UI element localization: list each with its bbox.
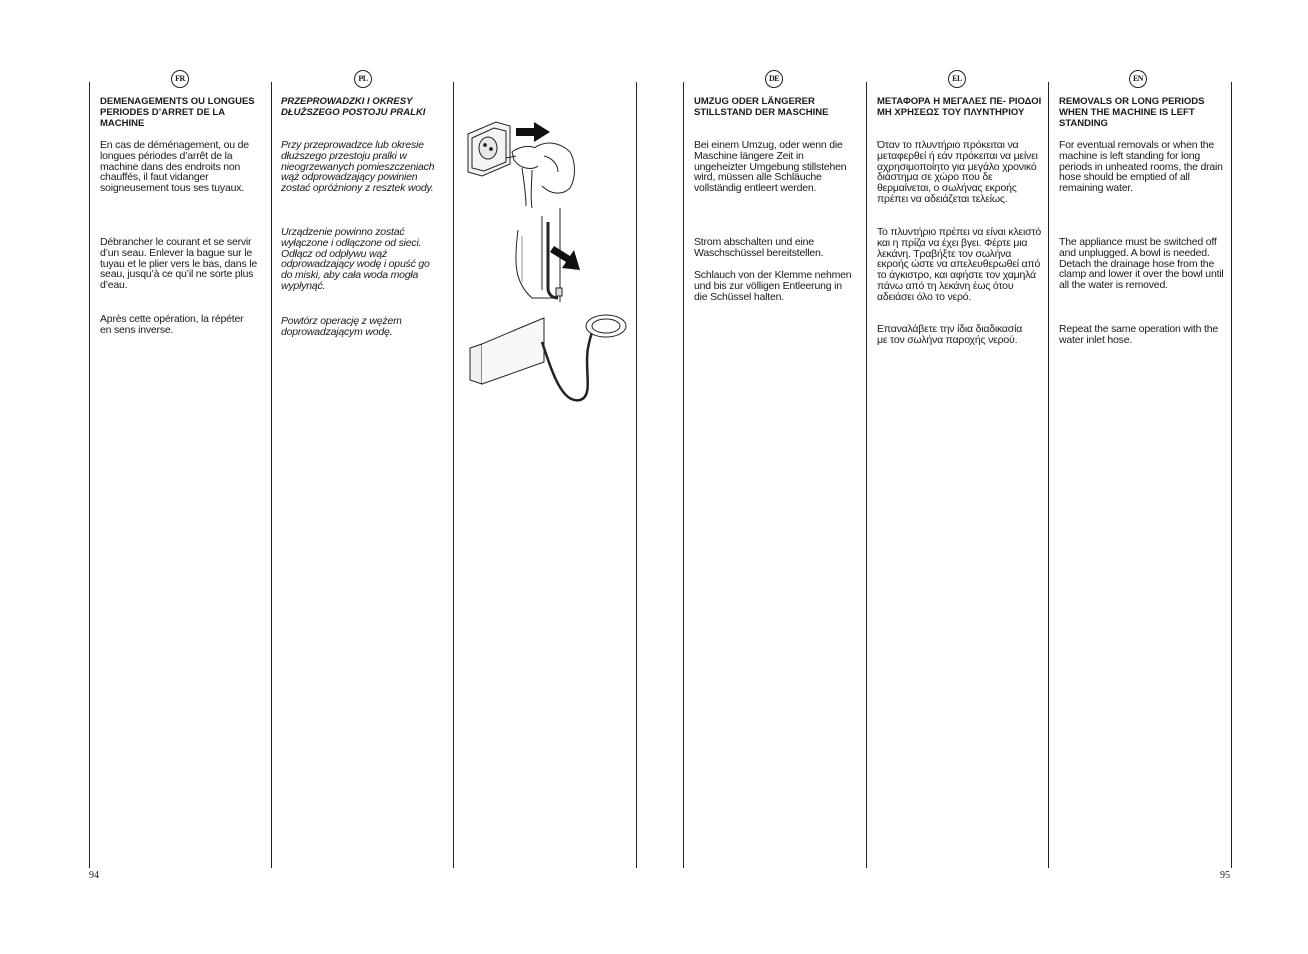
page-number-right: 95 (1220, 870, 1230, 881)
language-badge-de: DE (765, 70, 783, 88)
paragraph-de-3: Schlauch von der Klemme nehmen und bis zur völligen Entleerung in die Schüssel halten. (694, 269, 852, 303)
paragraph-el-3: Επαναλάβετε την ίδια διαδικασία με τον σωλήνα παροχής νερού. (877, 323, 1023, 346)
paragraph-pl-1: Przy przeprowadzce lub okresie dłuższego przestoju pralki w nieogrzewanych pomieszczeniach wąż odprowadzający powinien zostać opróżniony z resztek wody. (281, 139, 435, 195)
language-badge-pl: PL (354, 70, 372, 88)
pull-arrow-icon (516, 122, 550, 142)
column-divider-fr-pl (271, 82, 272, 868)
paragraph-en-1: For eventual removals or when the machine is left standing for long periods in unheated rooms, the drain hose should be emptied of all remaining water. (1059, 139, 1223, 195)
column-divider-pl-illus (453, 82, 454, 868)
paragraph-en-3: Repeat the same operation with the water inlet hose. (1059, 323, 1218, 346)
section-title-el: ΜΕΤΑΦΟΡΑ Η ΜΕΓΑΛΕΣ ΠΕ- ΡΙΟΔΟΙ ΜΗ ΧΡΗΣΕΩΣ ΤΟΥ ΠΛΥΝΤΗΡΙΟΥ (877, 96, 1042, 118)
right-page-left-rule (683, 82, 684, 868)
column-divider-de-el (866, 82, 867, 868)
paragraph-el-2: Το πλυντήριο πρέπει να είναι κλειστό και η πρίζα να έχει βγει. Φέρτε μια λεκάνη. Τραβήξτε τον σωλήνα εκροής ώστε να απελευθερωθεί από το άγκιστρο, και αφήστε τον χαμηλά πάνω από τη λεκάνη έως ότου αδειάσει όλο το νερό. (877, 226, 1041, 303)
section-title-en: REMOVALS OR LONG PERIODS WHEN THE MACHINE IS LEFT STANDING (1059, 96, 1205, 129)
column-divider-el-en (1048, 82, 1049, 868)
unplug-and-drain-illustration (462, 112, 634, 416)
paragraph-en-2: The appliance must be switched off and unplugged. A bowl is needed. Detach the drainage hose from the clamp and lower it over the bowl until all the water is removed. (1059, 236, 1224, 292)
paragraph-pl-2: Urządzenie powinno zostać wyłączone i odłączone od sieci. Odłącz od odpływu wąż odprowadzający wodę i opuść go do miski, aby cała woda mogła wypłynąć. (281, 226, 430, 292)
lower-hose-arrow-icon (550, 246, 580, 270)
left-page-margin-rule (89, 82, 90, 868)
language-badge-en: EN (1129, 70, 1147, 88)
paragraph-fr-3: Après cette opération, la répéter en sens inverse. (100, 313, 244, 336)
section-title-de: UMZUG ODER LÄNGERER STILLSTAND DER MASCHINE (694, 96, 829, 118)
language-badge-fr: FR (171, 70, 189, 88)
language-badge-el: EL (948, 70, 966, 88)
paragraph-de-2: Strom abschalten und eine Waschschüssel bereitstellen. (694, 236, 824, 259)
page-number-left: 94 (89, 870, 99, 881)
paragraph-de-1: Bei einem Umzug, oder wenn die Maschine längere Zeit in ungeheizter Umgebung stillstehen wird, müssen alle Schläuche vollständig entleert werden. (694, 139, 847, 195)
paragraph-fr-1: En cas de déménagement, ou de longues périodes d’arrêt de la machine dans des endroits non chauffés, il faut vidanger soigneusement tous ses tuyaux. (100, 139, 249, 195)
paragraph-fr-2: Débrancher le courant et se servir d’un seau. Enlever la bague sur le tuyau et le plier vers le bas, dans le seau, jusqu’à ce qu’il ne sorte plus d’eau. (100, 236, 257, 292)
right-page-margin-rule (1231, 82, 1232, 868)
paragraph-pl-3: Powtórz operację z wężem doprowadzającym wodę. (281, 315, 402, 338)
hose-into-bowl-icon (470, 315, 626, 400)
left-page-right-rule (636, 82, 637, 868)
section-title-fr: DEMENAGEMENTS OU LONGUES PERIODES D’ARRET DE LA MACHINE (100, 96, 255, 129)
paragraph-el-1: Όταν το πλυντήριο πρόκειται να μεταφερθεί ή εάν πρόκειται να μείνει αχρησιμοποίητο για μεγάλο χρονικό διάστημα σε χώρο που δε θερμαίνεται, ο σωλήνας εκροής πρέπει να αδειάζεται τελείως. (877, 139, 1038, 205)
section-title-pl: PRZEPROWADZKI I OKRESY DŁUŻSZEGO POSTOJU PRALKI (281, 96, 426, 118)
